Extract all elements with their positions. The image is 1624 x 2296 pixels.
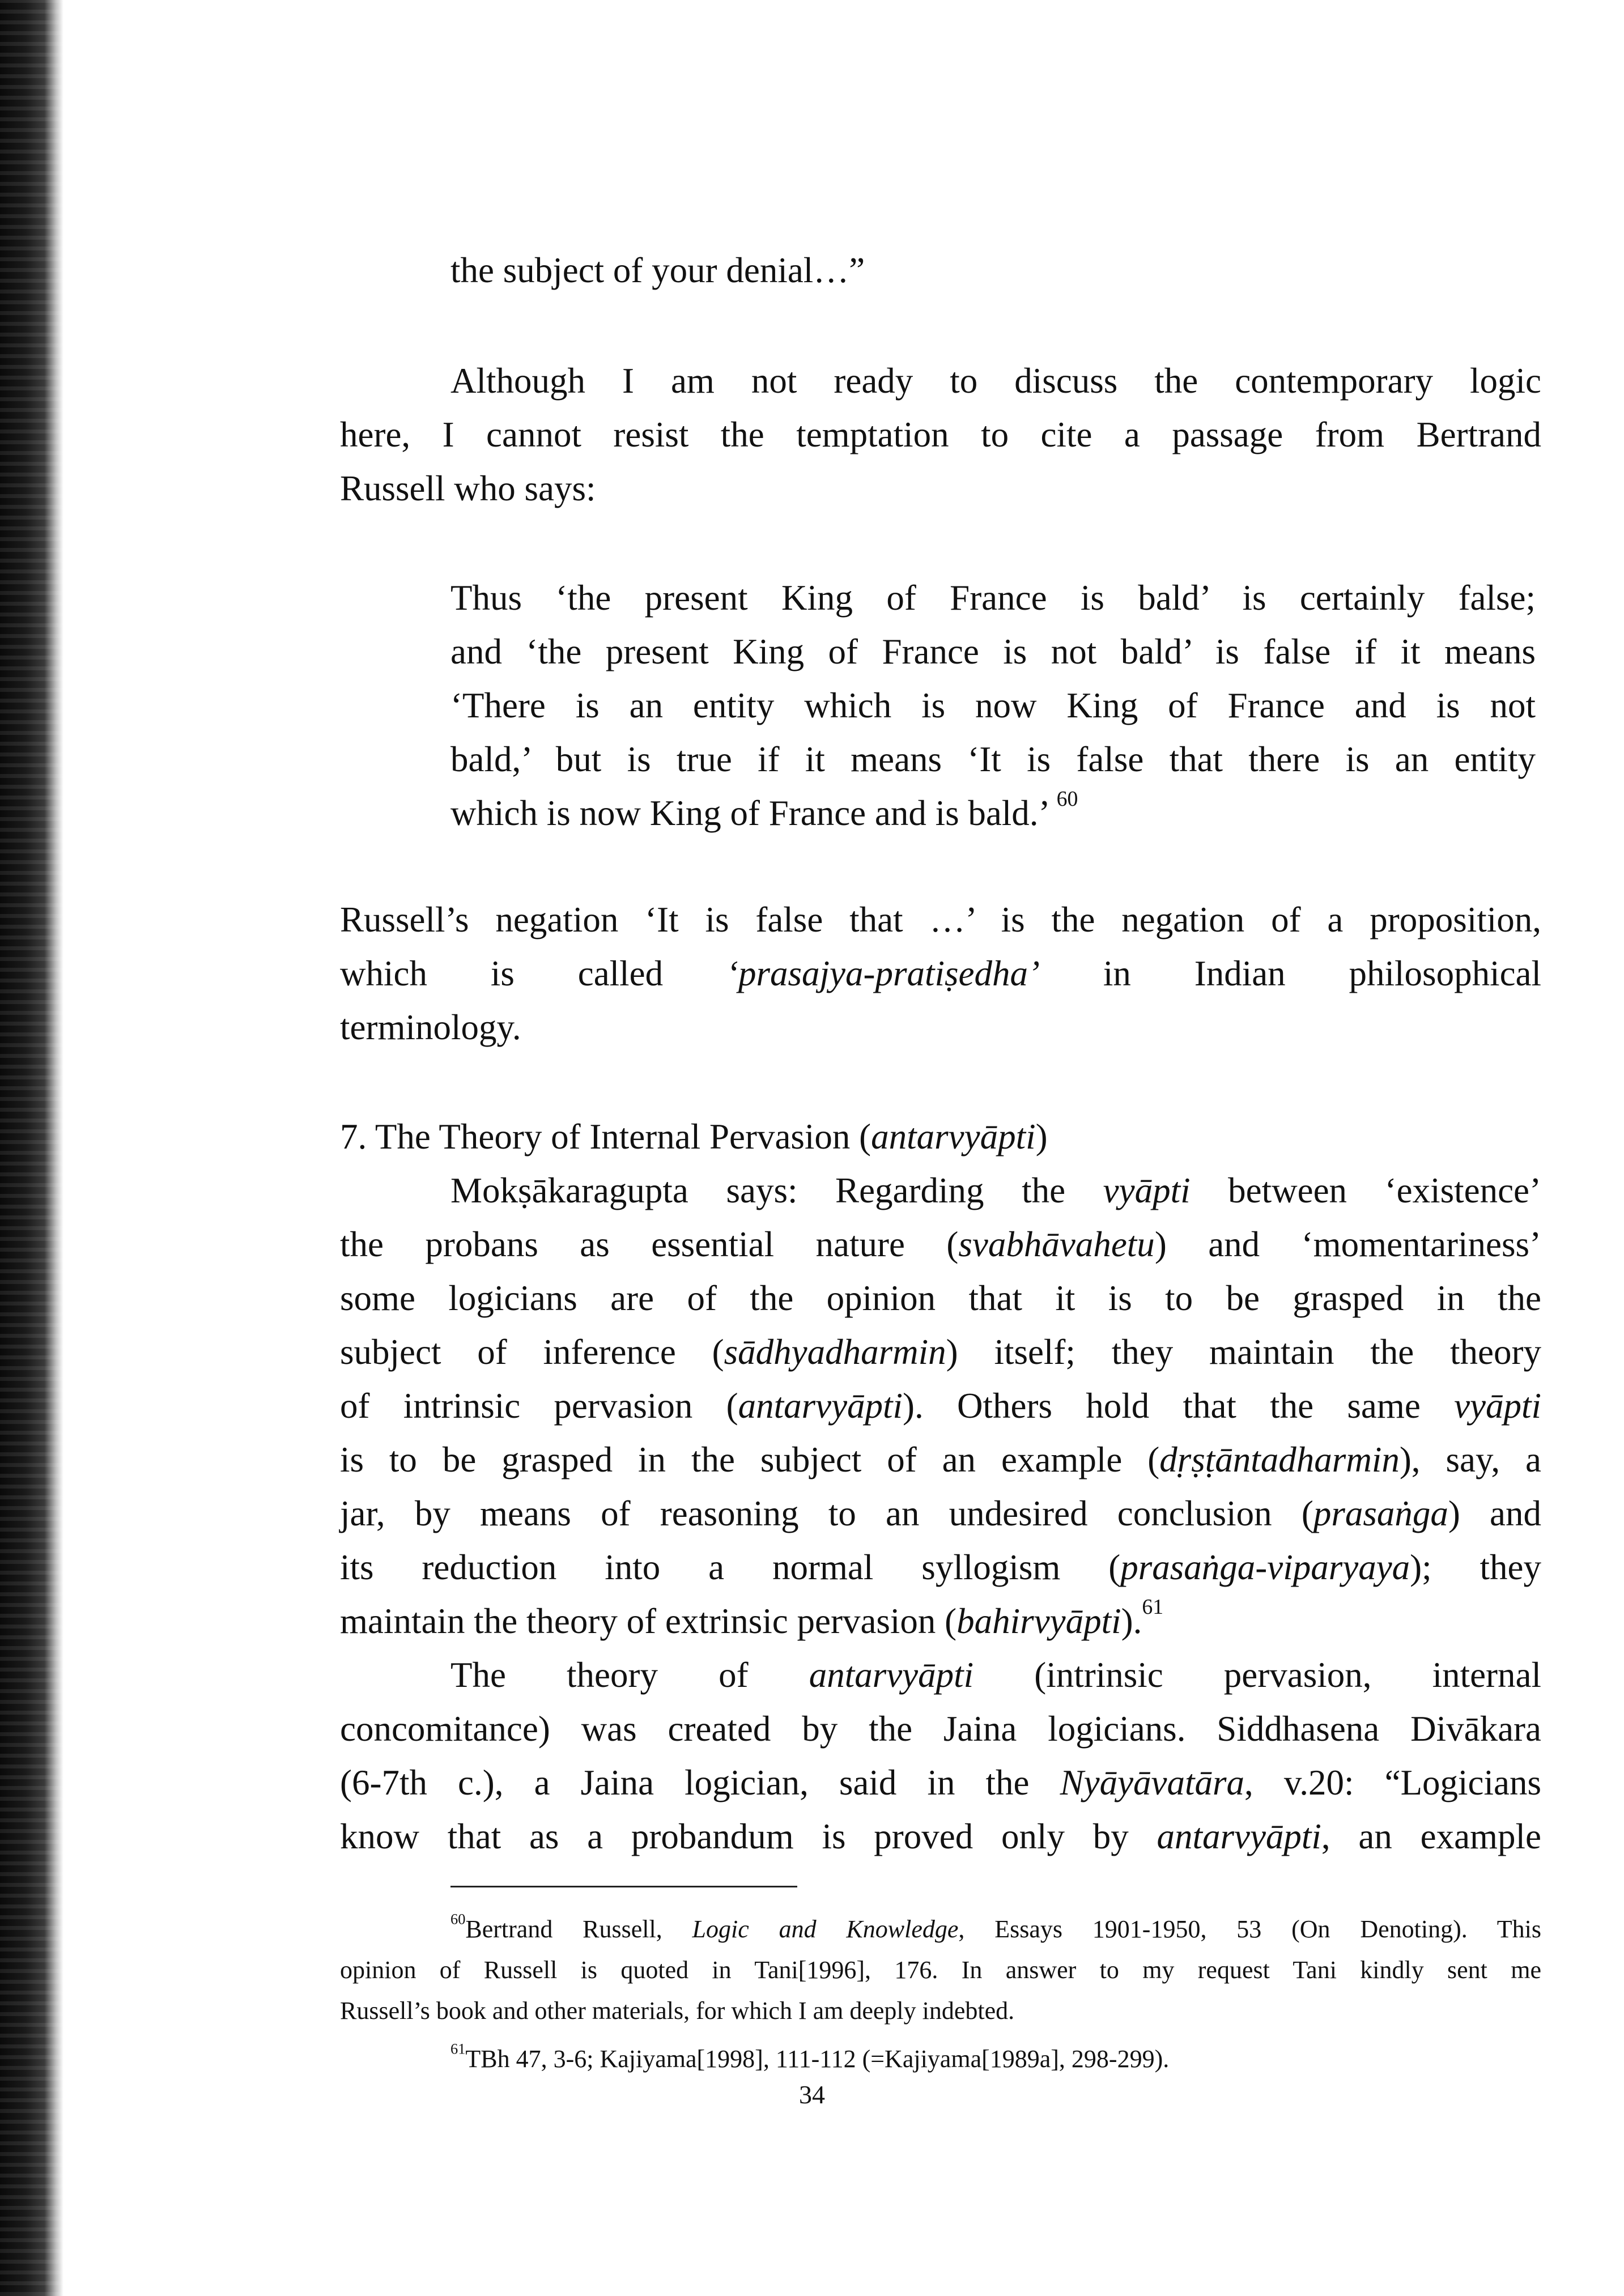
text-run: which is now King of France and is bald.’ xyxy=(450,793,1057,833)
text-run: Bertrand Russell, xyxy=(465,1915,692,1943)
text-line xyxy=(340,1541,1541,1595)
text-run: 7. The Theory of Internal Pervasion ( xyxy=(340,1117,871,1156)
footnote-marker: 61 xyxy=(1142,1595,1164,1619)
italic-term: prasaṅga-viparyaya xyxy=(1120,1547,1410,1587)
paragraph-russell-intro xyxy=(340,354,1541,516)
text-line xyxy=(340,1810,1541,1864)
text-run: Russell’s book and other materials, for which I am deeply indebted. xyxy=(340,1997,1015,2025)
text-run: ). Others hold that the same xyxy=(903,1386,1455,1426)
text-line xyxy=(450,786,1536,840)
text-line xyxy=(340,1379,1541,1433)
paragraph-negation xyxy=(340,893,1541,1055)
text-run: in Indian philosophical xyxy=(1039,954,1541,993)
text-line xyxy=(450,679,1536,733)
text-line xyxy=(340,947,1541,1001)
footnote-60 xyxy=(340,1909,1541,2031)
footnote-61 xyxy=(340,2039,1541,2080)
text-line xyxy=(340,462,1541,516)
text-run: , Essays 1901-1950, 53 (On Denoting). This xyxy=(958,1915,1541,1943)
footnote-marker: 60 xyxy=(1056,786,1078,811)
text-line xyxy=(340,1702,1541,1756)
text-run: maintain the theory of extrinsic pervasion ( xyxy=(340,1601,957,1641)
text-run: opinion of Russell is quoted in Tani[1996], 176. In answer to my request Tani kindly sent me xyxy=(340,1956,1541,1984)
text-line xyxy=(340,2039,1541,2080)
text-run: ) and ‘momentariness’ xyxy=(1154,1224,1541,1264)
section-internal-pervasion xyxy=(340,1110,1541,1864)
text-run: The theory of xyxy=(450,1655,809,1695)
text-line xyxy=(450,625,1536,679)
footnote-marker: 60 xyxy=(450,1910,466,1928)
text-run: , v.20: “Logicians xyxy=(1244,1763,1541,1802)
text-run: (6-7th c.), a Jaina logician, said in the xyxy=(340,1763,1060,1802)
text-line xyxy=(340,1648,1541,1702)
text-run: the probans as essential nature ( xyxy=(340,1224,959,1264)
italic-term: vyāpti xyxy=(1454,1386,1542,1426)
text-run: which is called xyxy=(340,954,727,993)
quote-end xyxy=(450,244,1538,297)
text-run: TBh 47, 3-6; Kajiyama[1998], 111-112 (=Kajiyama[1989a], 298-299). xyxy=(465,2045,1170,2073)
italic-term: bahirvyāpti xyxy=(956,1601,1121,1641)
text-run: and ‘the present King of France is not bald’ is false if it means xyxy=(450,632,1536,671)
footnote-separator xyxy=(450,1886,797,1887)
text-run: Thus ‘the present King of France is bald’ is certainly false; xyxy=(450,578,1536,618)
italic-term: antarvyāpti xyxy=(1157,1817,1321,1856)
footnote-marker: 61 xyxy=(450,2040,466,2057)
text-line xyxy=(450,244,1538,297)
text-line xyxy=(340,1272,1541,1325)
italic-term: vyāpti xyxy=(1103,1171,1191,1210)
page-number: 34 xyxy=(799,2080,825,2109)
italic-term: dṛṣṭāntadharmin xyxy=(1159,1440,1400,1479)
text-line xyxy=(340,1487,1541,1541)
italic-term: svabhāvahetu xyxy=(958,1224,1155,1264)
text-run: ), say, a xyxy=(1399,1440,1541,1479)
text-run: ); they xyxy=(1410,1547,1541,1587)
text-line xyxy=(340,408,1541,462)
italic-term: antarvyāpti xyxy=(809,1655,974,1695)
text-run: Although I am not ready to discuss the contemporary logic xyxy=(450,361,1541,401)
text-run: some logicians are of the opinion that it is to be grasped in the xyxy=(340,1278,1541,1318)
text-run: subject of inference ( xyxy=(340,1332,724,1372)
text-line xyxy=(340,893,1541,947)
text-run: terminology. xyxy=(340,1007,521,1047)
italic-term: ‘prasajya-pratiṣedha’ xyxy=(726,954,1040,993)
text-line xyxy=(340,354,1541,408)
scanned-binding-edge xyxy=(0,0,63,2296)
text-run: here, I cannot resist the temptation to cite a passage from Bertrand xyxy=(340,415,1541,454)
text-run: between ‘existence’ xyxy=(1190,1171,1541,1210)
text-run: Russell’s negation ‘It is false that …’ is the negation of a proposition, xyxy=(340,900,1541,939)
text-line xyxy=(340,1909,1541,1950)
text-run: ). xyxy=(1121,1601,1142,1641)
text-run: ) itself; they maintain the theory xyxy=(946,1332,1541,1372)
text-line xyxy=(340,1950,1541,1991)
text-run: , an example xyxy=(1321,1817,1542,1856)
text-run: Russell who says: xyxy=(340,469,596,508)
text-run: its reduction into a normal syllogism ( xyxy=(340,1547,1121,1587)
text-run: ) xyxy=(1035,1117,1048,1156)
text-run: ‘There is an entity which is now King of France and is not xyxy=(450,686,1536,725)
text-line xyxy=(340,1325,1541,1379)
text-run: ) and xyxy=(1448,1494,1541,1533)
italic-term: sādhyadharmin xyxy=(724,1332,946,1372)
italic-term: prasaṅga xyxy=(1313,1494,1448,1533)
text-run: Mokṣākaragupta says: Regarding the xyxy=(450,1171,1103,1210)
italic-term: antarvyāpti xyxy=(738,1386,903,1426)
text-line xyxy=(450,733,1536,786)
text-line xyxy=(340,1218,1541,1272)
text-line xyxy=(340,1756,1541,1810)
text-line xyxy=(450,571,1536,625)
text-line xyxy=(340,1991,1541,2031)
text-line xyxy=(340,1595,1541,1648)
text-run: (intrinsic pervasion, internal xyxy=(973,1655,1541,1695)
text-run: know that as a probandum is proved only by xyxy=(340,1817,1157,1856)
italic-term: Nyāyāvatāra xyxy=(1060,1763,1245,1802)
text-run: is to be grasped in the subject of an example ( xyxy=(340,1440,1160,1479)
text-run: of intrinsic pervasion ( xyxy=(340,1386,738,1426)
text-run: jar, by means of reasoning to an undesired conclusion ( xyxy=(340,1494,1313,1533)
italic-term: antarvyāpti xyxy=(871,1117,1036,1156)
text-line xyxy=(340,1164,1541,1218)
text-line xyxy=(340,1110,1541,1164)
text-run: bald,’ but is true if it means ‘It is false that there is an entity xyxy=(450,739,1536,779)
block-quote-russell xyxy=(450,571,1536,840)
text-line xyxy=(340,1001,1541,1055)
text-run: concomitance) was created by the Jaina logicians. Siddhasena Divākara xyxy=(340,1709,1541,1749)
italic-term: Logic and Knowledge xyxy=(692,1915,959,1943)
text-run: the subject of your denial…” xyxy=(450,250,865,290)
text-line xyxy=(340,1433,1541,1487)
